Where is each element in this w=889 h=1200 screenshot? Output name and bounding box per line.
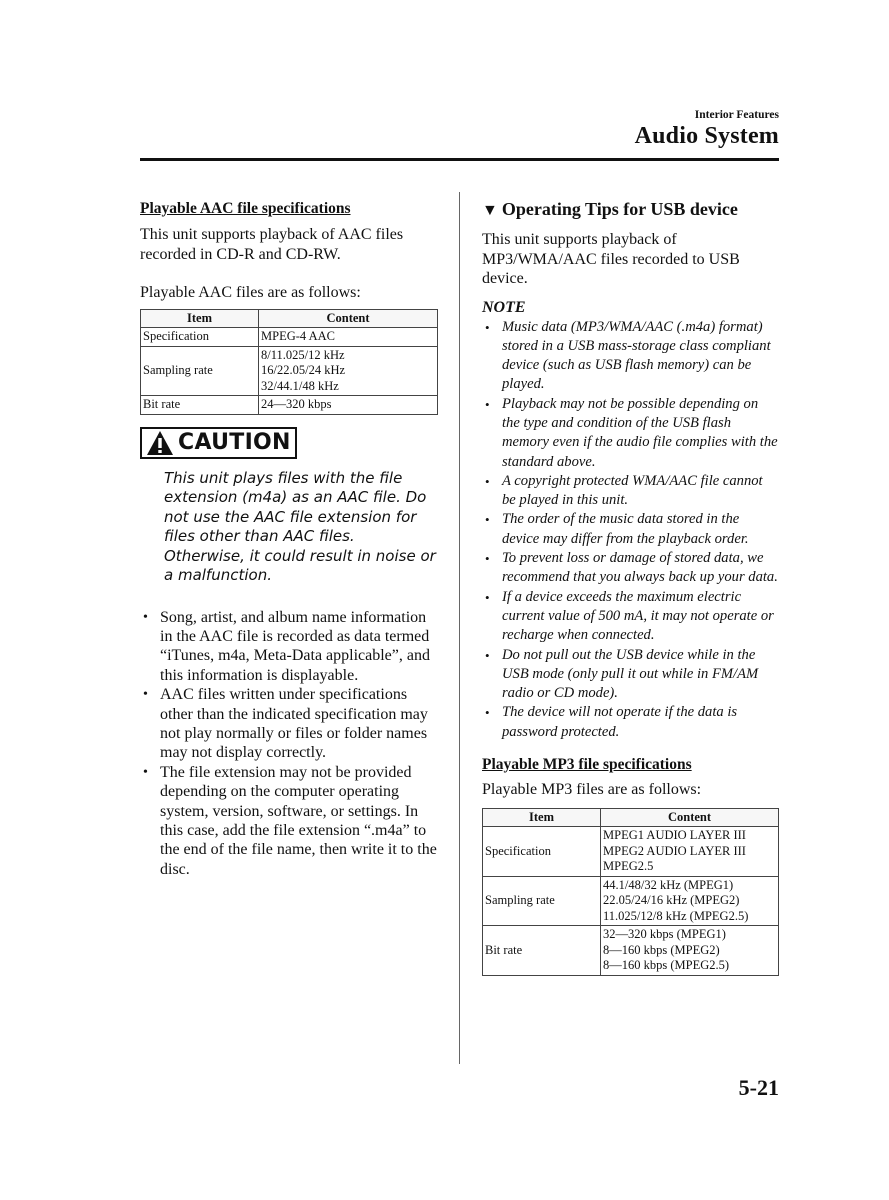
cell-line: 8/11.025/12 kHz bbox=[261, 347, 345, 362]
table-header-item: Item bbox=[483, 808, 601, 827]
table-row bbox=[483, 827, 779, 877]
note-label: NOTE bbox=[482, 298, 526, 316]
triangle-marker-icon: ▼ bbox=[482, 202, 498, 219]
list-item: • The device will not operate if the data is password protected. bbox=[482, 703, 779, 742]
column-divider bbox=[459, 192, 460, 1064]
cell-line: MPEG2.5 bbox=[603, 859, 654, 874]
aac-spec-table bbox=[140, 309, 438, 415]
table-header-row bbox=[483, 808, 779, 827]
cell-line: MPEG1 AUDIO LAYER III bbox=[603, 828, 746, 843]
cell-line: MPEG2 AUDIO LAYER III bbox=[603, 843, 746, 858]
table-row bbox=[141, 328, 438, 347]
aac-intro: This unit supports playback of AAC files recorded in CD-R and CD-RW. bbox=[140, 226, 404, 263]
table-cell-content bbox=[601, 926, 779, 976]
mp3-lead: Playable MP3 files are as follows: bbox=[482, 781, 702, 799]
cell-line: 11.025/12/8 kHz (MPEG2.5) bbox=[603, 908, 749, 923]
usb-tips-heading bbox=[482, 198, 779, 222]
table-row bbox=[483, 876, 779, 926]
header-rule bbox=[140, 158, 779, 161]
mp3-spec-table bbox=[482, 808, 779, 976]
table-header-content: Content bbox=[259, 309, 438, 328]
cell-line: 32—320 kbps (MPEG1) bbox=[603, 927, 726, 942]
cell-line: 8—160 kbps (MPEG2) bbox=[603, 942, 720, 957]
table-cell-content bbox=[259, 346, 438, 396]
left-column bbox=[140, 198, 438, 879]
caution-badge bbox=[140, 427, 297, 459]
list-item: • The order of the music data stored in the device may differ from the playback order. bbox=[482, 510, 779, 549]
warning-triangle-icon bbox=[146, 430, 174, 456]
caution-block bbox=[140, 427, 438, 586]
caution-text: This unit plays files with the file extension (m4a) as an AAC file. Do not use the AAC file extension for files other than AAC files. Otherwise, it could result in noise or a malfunction. bbox=[164, 468, 436, 584]
table-header-row bbox=[141, 309, 438, 328]
list-item: • To prevent loss or damage of stored data, we recommend that you always back up your data. bbox=[482, 549, 779, 588]
list-item: • Playback may not be possible depending on the type and condition of the USB flash memory even if the audio file complies with the standard above. bbox=[482, 395, 779, 472]
cell-line: 24—320 kbps bbox=[261, 397, 332, 411]
usb-tips-heading-text: Operating Tips for USB device bbox=[501, 199, 738, 219]
cell-line: 44.1/48/32 kHz (MPEG1) bbox=[603, 877, 734, 892]
table-cell-item: Bit rate bbox=[483, 926, 601, 976]
table-cell-item: Sampling rate bbox=[483, 876, 601, 926]
list-item: • The file extension may not be provided depending on the computer operating system, version, software, or settings. In this case, add the file extension “.m4a” to the end of the file name, then write it to the disc. bbox=[140, 763, 438, 879]
aac-lead: Playable AAC files are as follows: bbox=[140, 284, 361, 301]
table-cell-item: Sampling rate bbox=[141, 346, 259, 396]
cell-line: 8—160 kbps (MPEG2.5) bbox=[603, 958, 730, 973]
list-item: • A copyright protected WMA/AAC file cannot be played in this unit. bbox=[482, 472, 779, 511]
table-cell-item: Specification bbox=[141, 328, 259, 347]
cell-line: MPEG-4 AAC bbox=[261, 329, 335, 343]
aac-spec-heading: Playable AAC file specifications bbox=[140, 200, 351, 217]
list-item: • Do not pull out the USB device while in the USB mode (only pull it out while in FM/AM radio or CD mode). bbox=[482, 646, 779, 704]
table-cell-item: Bit rate bbox=[141, 396, 259, 415]
aac-notes-list bbox=[140, 608, 438, 880]
table-row bbox=[483, 926, 779, 976]
cell-line: 32/44.1/48 kHz bbox=[261, 378, 339, 393]
page-number: 5-21 bbox=[738, 1075, 779, 1100]
usb-notes-list bbox=[482, 318, 779, 743]
cell-line: 22.05/24/16 kHz (MPEG2) bbox=[603, 893, 740, 908]
list-item: • If a device exceeds the maximum electric current value of 500 mA, it may not operate or recharge when connected. bbox=[482, 588, 779, 646]
table-header-item: Item bbox=[141, 309, 259, 328]
usb-tips-intro: This unit supports playback of MP3/WMA/AAC files recorded to USB device. bbox=[482, 231, 740, 287]
table-row bbox=[141, 346, 438, 396]
caution-label: CAUTION bbox=[178, 430, 291, 455]
right-column bbox=[482, 198, 779, 976]
table-cell-content bbox=[601, 827, 779, 877]
list-item: • AAC files written under specifications other than the indicated specification may not play normally or files or folder names may not display correctly. bbox=[140, 685, 438, 763]
section-label: Interior Features bbox=[694, 109, 779, 121]
table-row bbox=[141, 396, 438, 415]
table-cell-content bbox=[259, 328, 438, 347]
list-item: • Music data (MP3/WMA/AAC (.m4a) format) stored in a USB mass-storage class compliant device (such as USB flash memory) can be played. bbox=[482, 318, 779, 395]
table-cell-item: Specification bbox=[483, 827, 601, 877]
cell-line: 16/22.05/24 kHz bbox=[261, 363, 346, 377]
page-title: Audio System bbox=[634, 123, 779, 149]
table-cell-content bbox=[259, 396, 438, 415]
table-header-content: Content bbox=[601, 808, 779, 827]
table-cell-content bbox=[601, 876, 779, 926]
mp3-spec-heading: Playable MP3 file specifications bbox=[482, 756, 692, 774]
list-item: • Song, artist, and album name information in the AAC file is recorded as data termed “iTunes, m4a, Meta-Data applicable”, and this information is displayable. bbox=[140, 608, 438, 686]
